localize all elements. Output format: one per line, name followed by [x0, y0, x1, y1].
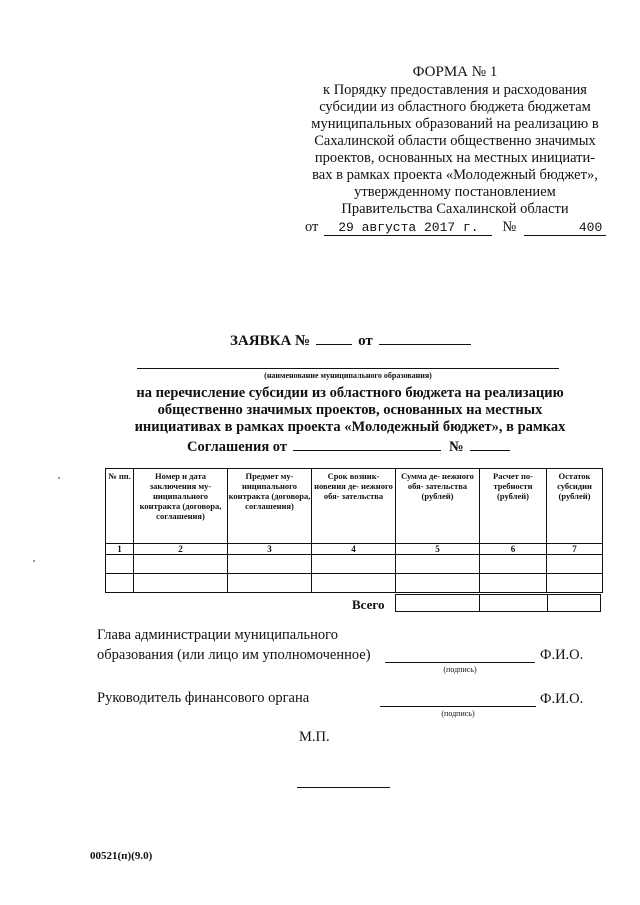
application-date-field[interactable]: [379, 330, 471, 345]
application-title-label: ЗАЯВКА №: [230, 333, 311, 349]
table-cell[interactable]: [547, 574, 603, 593]
date-prefix: от: [305, 219, 319, 235]
agreement-date-field[interactable]: [293, 436, 441, 451]
table-cell[interactable]: [480, 574, 547, 593]
table-cell[interactable]: [134, 555, 228, 574]
table-cell[interactable]: [106, 574, 134, 593]
total-cell-divider: [547, 595, 548, 611]
total-cell-divider: [479, 595, 480, 611]
header-line: проектов, основанных на местных инициати-: [314, 150, 596, 166]
table-row: [106, 555, 603, 574]
table-cell[interactable]: [547, 555, 603, 574]
application-number-field[interactable]: [316, 330, 352, 345]
date-line[interactable]: [297, 787, 390, 788]
header-line: муниципальных образований на реализацию в: [311, 116, 599, 132]
header-line: Сахалинской области общественно значимых: [314, 133, 596, 149]
table-header-cell: Сумма де- нежного обя- зательства (рублей): [396, 469, 480, 544]
head-title-line: образования (или лицо им уполномоченное): [97, 647, 371, 663]
column-number: 3: [228, 544, 312, 555]
table-number-row: [106, 544, 603, 555]
number-label: №: [502, 219, 517, 235]
agreement-label: Соглашения от: [187, 439, 287, 455]
table-row: [106, 574, 603, 593]
head-title-line: Глава администрации муниципального: [97, 627, 338, 643]
scan-speck: [58, 477, 60, 479]
column-number: 1: [106, 544, 134, 555]
application-title: [230, 330, 471, 350]
table-header-cell: № пп.: [106, 469, 134, 544]
header-line: утвержденному постановлением: [354, 184, 556, 200]
document-code: 00521(п)(9.0): [90, 850, 153, 862]
header-line: вах в рамках проекта «Молодежный бюджет»,: [312, 167, 598, 183]
resolution-date: 29 августа 2017 г.: [324, 220, 492, 236]
finance-signature-line[interactable]: [380, 706, 536, 707]
total-row: [395, 594, 601, 612]
table-header-cell: Остаток субсидии (рублей): [547, 469, 603, 544]
agreement-number-label: №: [449, 439, 464, 455]
resolution-number: 400: [524, 220, 606, 236]
table-header-cell: Срок возник- новения де- нежного обя- зательства: [312, 469, 396, 544]
table-cell[interactable]: [396, 574, 480, 593]
finance-fio: Ф.И.О.: [540, 691, 584, 707]
column-number: 7: [547, 544, 603, 555]
table-cell[interactable]: [312, 555, 396, 574]
header-line: Правительства Сахалинской области: [341, 201, 569, 217]
subsidy-table: [105, 468, 603, 593]
column-number: 6: [480, 544, 547, 555]
agreement-row: [187, 436, 510, 456]
description-line: на перечисление субсидии из областного бюджета на реализацию: [136, 385, 564, 401]
column-number: 2: [134, 544, 228, 555]
header-line: к Порядку предоставления и расходования: [323, 82, 587, 98]
table-header-cell: Номер и дата заключения му- ниципального контракта (договора, соглашения): [134, 469, 228, 544]
head-signature-caption: (подпись): [443, 665, 477, 674]
table-header-cell: Расчет по- требности (рублей): [480, 469, 547, 544]
agreement-number-field[interactable]: [470, 436, 510, 451]
application-from-label: от: [358, 333, 373, 349]
table-header-cell: Предмет му- ниципального контракта (договора, соглашения): [228, 469, 312, 544]
column-number: 4: [312, 544, 396, 555]
form-title: ФОРМА № 1: [412, 64, 498, 80]
table-cell[interactable]: [228, 555, 312, 574]
scan-speck: [33, 560, 35, 562]
table-header-row: [106, 469, 603, 544]
table-cell[interactable]: [134, 574, 228, 593]
table-cell[interactable]: [396, 555, 480, 574]
column-number: 5: [396, 544, 480, 555]
description-line: инициативах в рамках проекта «Молодежный бюджет», в рамках: [134, 419, 566, 435]
table-cell[interactable]: [480, 555, 547, 574]
head-signature-line[interactable]: [385, 662, 535, 663]
header-line: субсидии из областного бюджета бюджетам: [319, 99, 591, 115]
resolution-date-row: [305, 219, 606, 236]
finance-head-title: Руководитель финансового органа: [97, 690, 310, 706]
table-cell[interactable]: [228, 574, 312, 593]
finance-signature-caption: (подпись): [441, 709, 475, 718]
table-cell[interactable]: [312, 574, 396, 593]
table-cell[interactable]: [106, 555, 134, 574]
head-fio: Ф.И.О.: [540, 647, 584, 663]
municipality-name-line[interactable]: [137, 368, 559, 369]
municipality-caption: (наименование муниципального образования): [264, 371, 432, 380]
total-label: Всего: [352, 597, 385, 612]
stamp-label: М.П.: [299, 729, 330, 745]
description-line: общественно значимых проектов, основанных на местных: [157, 402, 543, 418]
